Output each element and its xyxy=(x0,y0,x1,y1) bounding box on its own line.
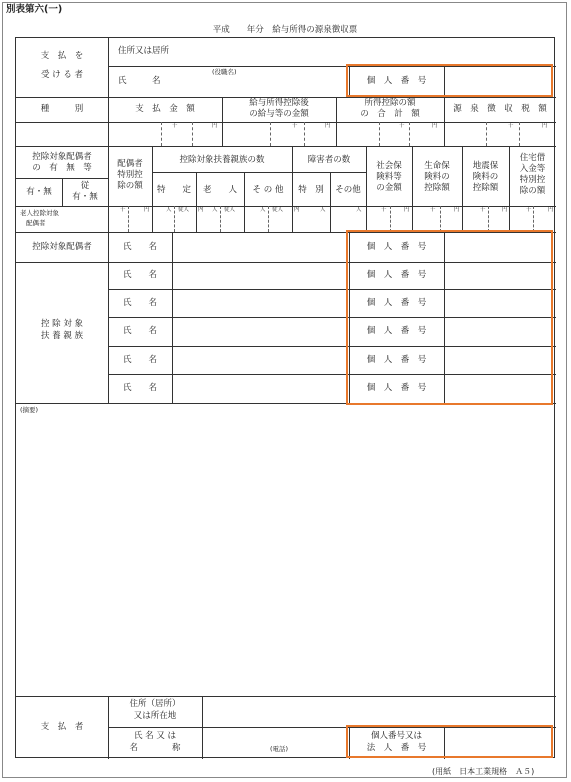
spouse-special-header-1: 配偶者 xyxy=(117,159,143,169)
deduction-total-header-1: 所得控除の額 xyxy=(364,98,416,108)
recipient-mynumber-highlight xyxy=(346,64,553,97)
disabled-count-header: 障害者の数 xyxy=(307,155,351,165)
life-insurance-header-3: 控除額 xyxy=(424,183,450,193)
elderly-unit-person: 人 xyxy=(212,207,218,213)
deduction-total-header-2: の 合 計 額 xyxy=(360,109,420,119)
unit-thousand-4: 千 xyxy=(508,123,514,129)
housing-loan-header-1: 住宅借 xyxy=(519,153,546,163)
recipient-label-2: 受 け る 者 xyxy=(40,70,84,80)
address-label: 住所又は居所 xyxy=(118,46,170,56)
elderly-spouse-label-1: 老人控除対象 xyxy=(20,209,59,217)
spouse-presence-header-1: 控除対象配偶者 xyxy=(32,152,92,162)
disabled-special-header: 特 別 xyxy=(298,185,324,195)
unit-thousand-3: 千 xyxy=(399,123,405,129)
spouse-special-header-2: 特別控 xyxy=(117,170,143,180)
dependent-4-name-label: 氏 名 xyxy=(122,355,157,365)
dependents-label-2: 扶 養 親 族 xyxy=(40,331,84,341)
dependent-count-header: 控除対象扶養親族の数 xyxy=(179,155,265,165)
payer-number-highlight xyxy=(346,725,553,758)
dependent-3-mynumber-label: 個 人 番 号 xyxy=(366,326,427,336)
unit-thousand-2: 千 xyxy=(292,123,298,129)
unit-yen-2: 円 xyxy=(325,123,331,129)
elderly-header: 老 人 xyxy=(202,185,237,195)
dependent-5-mynumber-label: 個 人 番 号 xyxy=(366,383,427,393)
life-unit-thousand: 千 xyxy=(430,207,436,213)
disabled-special-unit-person: 人 xyxy=(320,207,326,213)
job-title-label: (役職名) xyxy=(212,68,237,76)
unit-yen-3: 円 xyxy=(432,123,438,129)
after-deduction-header-2: の給与等の金額 xyxy=(249,109,309,119)
social-insurance-header-2: 険料等 xyxy=(376,172,402,182)
spouse-special-unit-thousand: 千 xyxy=(120,207,126,213)
life-insurance-header-1: 生命保 xyxy=(424,161,450,171)
specific-unit-ju: 従人 xyxy=(178,207,190,213)
spouse-name-label: 氏 名 xyxy=(122,242,157,252)
payer-label: 支 払 者 xyxy=(40,722,84,732)
unit-yen-4: 円 xyxy=(542,123,548,129)
payment-amount-header: 支 払 金 額 xyxy=(135,104,195,114)
quake-unit-yen: 円 xyxy=(502,207,508,213)
summary-label: (摘要) xyxy=(20,406,39,414)
type-label: 種 別 xyxy=(40,104,84,114)
specific-header: 特 定 xyxy=(156,185,191,195)
dependent-2-mynumber-label: 個 人 番 号 xyxy=(366,298,427,308)
dependent-3-name-label: 氏 名 xyxy=(122,326,157,336)
payer-name-label-2: 名 称 xyxy=(129,743,181,753)
earthquake-insurance-header-2: 険料の xyxy=(472,172,499,182)
elderly-unit-ju: 従人 xyxy=(224,207,236,213)
earthquake-insurance-header-1: 地震保 xyxy=(472,161,499,171)
payer-number-label-2: 法 人 番 号 xyxy=(366,743,427,753)
spouse-yes-no: 有・無 xyxy=(26,187,52,197)
elderly-spouse-label-2: 配偶者 xyxy=(26,219,46,227)
social-unit-thousand: 千 xyxy=(381,207,387,213)
withholding-tax-header: 源 泉 徴 収 税 額 xyxy=(453,104,547,114)
dependent-2-name-label: 氏 名 xyxy=(122,298,157,308)
dependent-1-name-label: 氏 名 xyxy=(122,270,157,280)
housing-unit-thousand: 千 xyxy=(526,207,532,213)
spouse-presence-header-2: の 有 無 等 xyxy=(32,163,92,173)
dependent-4-mynumber-label: 個 人 番 号 xyxy=(366,355,427,365)
unit-thousand-1: 千 xyxy=(172,123,178,129)
earthquake-insurance-header-3: 控除額 xyxy=(472,183,499,193)
quake-unit-thousand: 千 xyxy=(480,207,486,213)
payer-address-label-1: 住所（居所） xyxy=(129,699,181,709)
dependent-ju-label: 従 xyxy=(80,181,90,191)
payer-phone-label: (電話) xyxy=(270,745,289,753)
social-unit-yen: 円 xyxy=(404,207,410,213)
housing-loan-header-3: 特別控 xyxy=(519,175,546,185)
social-insurance-header-1: 社会保 xyxy=(376,161,402,171)
dependent-5-name-label: 氏 名 xyxy=(122,383,157,393)
other-unit-ju: 従人 xyxy=(272,207,284,213)
dependents-label-1: 控 除 対 象 xyxy=(40,319,84,329)
recipient-label-1: 支 払 を xyxy=(40,51,84,61)
persons-mynumber-highlight xyxy=(346,230,553,405)
after-deduction-header-1: 給与所得控除後 xyxy=(249,98,309,108)
recipient-mynumber-label: 個 人 番 号 xyxy=(366,76,427,86)
form-title: 平成 年分 給与所得の源泉徴収票 xyxy=(212,25,358,35)
withholding-slip-form xyxy=(15,37,555,758)
housing-unit-yen: 円 xyxy=(548,207,554,213)
housing-loan-header-4: 除の額 xyxy=(519,186,546,196)
disabled-other-unit-person: 人 xyxy=(356,207,362,213)
payer-number-label-1: 個人番号又は xyxy=(370,731,422,741)
form-number-label: 別表第六(一) xyxy=(6,4,63,15)
recipient-name-label: 氏 名 xyxy=(118,76,161,86)
dependent-ju-yes-no: 有・無 xyxy=(72,192,98,202)
unit-yen-1: 円 xyxy=(212,123,218,129)
disabled-special-unit-inner: 内 xyxy=(294,207,300,213)
specific-unit-person: 人 xyxy=(166,207,172,213)
payer-name-label-1: 氏 名 又 は xyxy=(133,731,177,741)
spouse-mynumber-label: 個 人 番 号 xyxy=(366,242,427,252)
housing-loan-header-2: 入金等 xyxy=(519,164,546,174)
social-insurance-header-3: の金額 xyxy=(376,183,402,193)
dependent-1-mynumber-label: 個 人 番 号 xyxy=(366,270,427,280)
elderly-unit-inner: 内 xyxy=(198,207,204,213)
paper-spec-footer: (用紙 日本工業規格 Ａ５) xyxy=(432,767,535,776)
spouse-special-unit-yen: 円 xyxy=(144,207,150,213)
disabled-other-header: その他 xyxy=(335,185,361,195)
payer-address-label-2: 又は所在地 xyxy=(133,711,177,721)
other-unit-person: 人 xyxy=(260,207,266,213)
life-unit-yen: 円 xyxy=(454,207,460,213)
life-insurance-header-2: 険料の xyxy=(424,172,450,182)
other-header: そ の 他 xyxy=(252,185,284,195)
spouse-row-label: 控除対象配偶者 xyxy=(32,242,92,252)
spouse-special-header-3: 除の額 xyxy=(117,181,143,191)
